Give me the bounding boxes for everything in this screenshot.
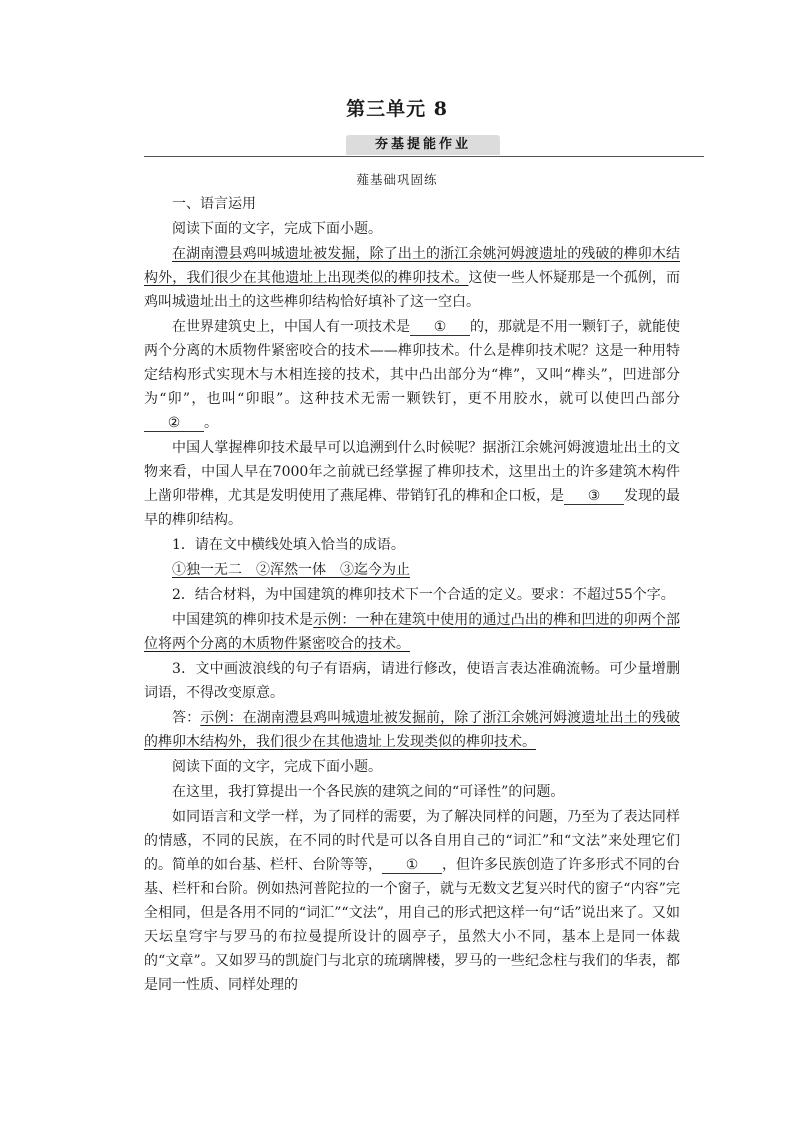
subheading: 薤基础巩固练 — [356, 172, 438, 187]
fill-blank-2: ② — [144, 415, 204, 432]
header-rule — [144, 156, 704, 157]
page-title: 第三单元 8 — [346, 98, 448, 120]
answer-text: 示例：在湖南澧县鸡叫城遗址被发掘前，除了浙江余姚河姆渡遗址出土的残破的榫卯木结构外，我们很少在其他遗址上发现类似的榫卯技术。 — [144, 710, 681, 750]
paragraph-text: 如同语言和文学一样，为了同样的需要，为了解决同样的问题，乃至为了表达同样的情感，不同的民族，在不同的时代是可以各自用自己的“词汇”和“文法”来处理它们的。简单的如台基、栏杆、台阶等等， — [144, 809, 680, 873]
paragraph-text: 。 — [204, 415, 218, 431]
answer-1 — [144, 558, 680, 582]
paragraph-text: 中国人掌握榫卯技术最早可以追溯到什么时候呢？据浙江余姚河姆渡遗址出土的文物来看，中国人早在7000年之前就已经掌握了榫卯技术，这里出土的许多建筑木构件上凿卯带榫，尤其是发明使用了燕尾榫、带销钉孔的榫和企口板，是 — [144, 440, 680, 504]
passage-paragraph-5 — [144, 805, 680, 997]
instruction-text: 阅读下面的文字，完成下面小题。 — [172, 221, 382, 237]
wavy-sentence: 在湖南澧县鸡叫城遗址被发掘，除了出土的浙江余姚河姆渡遗址的残破的榫卯木结构外，我们很少在其他遗址上出现类似的榫卯技术。 — [144, 246, 680, 286]
instruction-text: 阅读下面的文字，完成下面小题。 — [172, 759, 382, 775]
answer-text: 示例：一种在建筑中使用的通过凸出的榫和凹进的卯两个部位将两个分离的木质物件紧密咬合的技术。 — [144, 612, 681, 652]
section-heading: 一、语言运用 — [172, 196, 256, 212]
question-1: 1．请在文中横线处填入恰当的成语。 — [172, 537, 405, 553]
passage-paragraph-2 — [144, 315, 680, 435]
answer-prefix: 答： — [172, 710, 201, 726]
fill-blank-3: ③ — [564, 488, 624, 505]
document-body — [144, 192, 680, 998]
paragraph-text: 这使一些人怀疑那是一个孤例，而鸡叫城遗址出土的这些榫卯结构恰好填补了这一空白。 — [144, 270, 681, 310]
passage-paragraph-3 — [144, 436, 680, 532]
passage-paragraph-1 — [144, 242, 680, 314]
question-3: 3．文中画波浪线的句子有语病，请进行修改，使语言表达准确流畅。可少量增删词语，不得改变原意。 — [144, 661, 680, 701]
section-banner: 夯基提能作业 — [346, 135, 500, 155]
fill-blank-4: ① — [382, 857, 442, 874]
paragraph-text: ，但许多民族创造了许多形式不同的台基、栏杆和台阶。例如热河普陀拉的一个窗子，就与无数文艺复兴时代的窗子“内容”完全相同，但是各用不同的“词汇”“文法”，用自己的形式把这样一句“话”说出来了。又如天坛皇穹宇与罗马的布拉曼提所设计的圆亭子，虽然大小不同，基本上是同一体裁的“文章”。又如罗马的凯旋门与北京的琉璃牌楼，罗马的一些纪念柱与我们的华表，都是同一性质、同样处理的 — [144, 857, 680, 993]
answer-2 — [144, 608, 680, 656]
paragraph-text: 发现的最早的榫卯结构。 — [144, 488, 680, 528]
answer-3 — [144, 706, 680, 754]
question-2: 2．结合材料，为中国建筑的榫卯技术下一个合适的定义。要求：不超过55个字。 — [172, 587, 675, 603]
answer-text: ①独一无二 ②浑然一体 ③迄今为止 — [172, 562, 410, 578]
answer-prefix: 中国建筑的榫卯技术是 — [172, 612, 314, 628]
paragraph-text: 的，那就是不用一颗钉子，就能使两个分离的木质物件紧密咬合的技术——榫卯技术。什么是榫卯技术呢？这是一种用特定结构形式实现木与木相连接的技术，其中凸出部分为“榫”，又叫“榫头”，凹进部分为“卯”，也叫“卯眼”。这种技术无需一颗铁钉，更不用胶水，就可以使凹凸部分 — [144, 319, 680, 407]
passage-paragraph-4: 在这里，我打算提出一个各民族的建筑之间的“可译性”的问题。 — [172, 784, 565, 800]
paragraph-text: 在世界建筑史上，中国人有一项技术是 — [172, 319, 410, 335]
fill-blank-1: ① — [410, 319, 470, 336]
